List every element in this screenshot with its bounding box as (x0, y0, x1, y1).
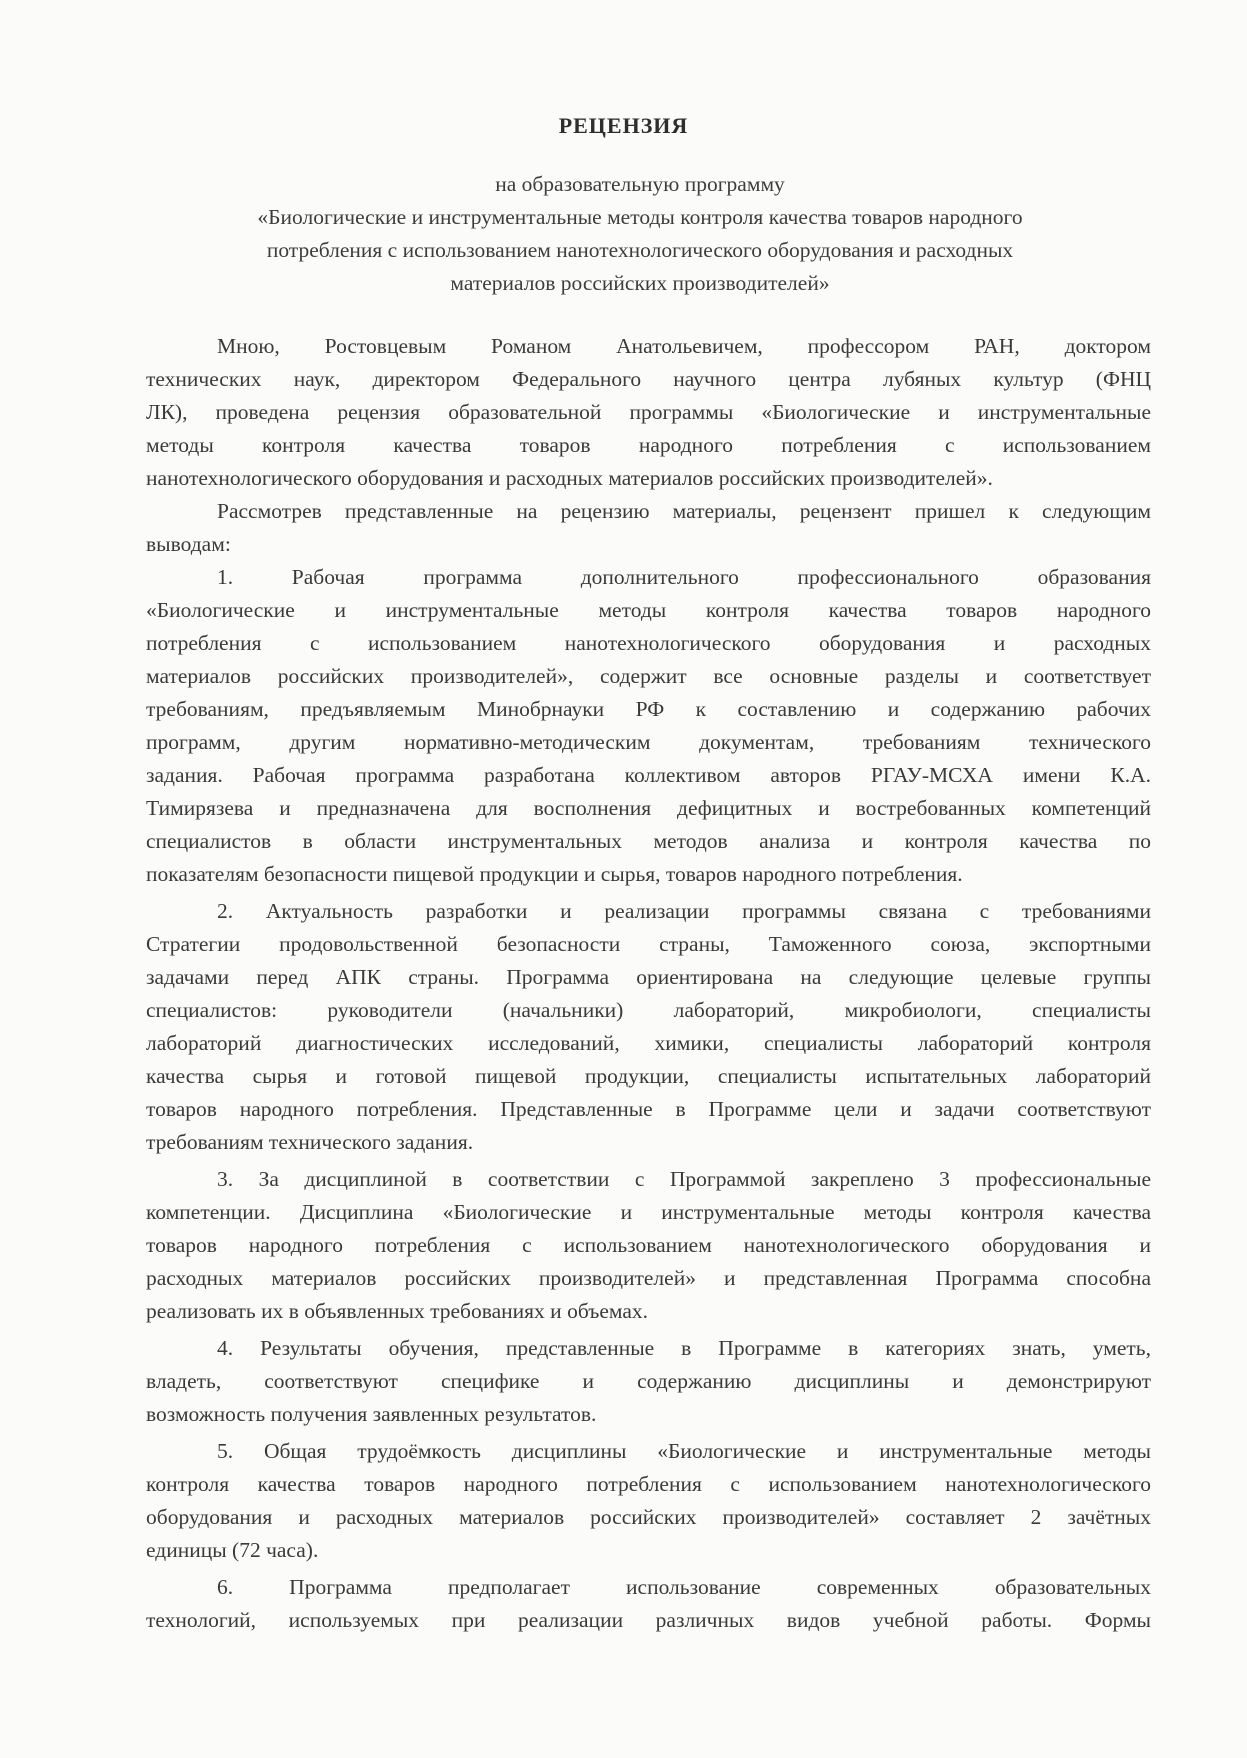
text-line: оборудования и расходных материалов российских производителей» составляет 2 зачётных (146, 1505, 1151, 1529)
document-subtitle (180, 168, 1100, 300)
text-line: Мною, Ростовцевым Романом Анатольевичем, профессором РАН, доктором (217, 334, 1151, 358)
document-body (146, 330, 1151, 1637)
text-line: технологий, используемых при реализации различных видов учебной работы. Формы (146, 1608, 1151, 1632)
text-line: 6. Программа предполагает использование современных образовательных (217, 1575, 1151, 1599)
text-line: выводам: (146, 532, 231, 556)
text-line: 4. Результаты обучения, представленные в Программе в категориях знать, уметь, (217, 1336, 1151, 1360)
text-line: Рассмотрев представленные на рецензию материалы, рецензент пришел к следующим (217, 499, 1151, 523)
subtitle-line: на образовательную программу (495, 172, 785, 196)
text-line: специалистов в области инструментальных методов анализа и контроля качества по (146, 829, 1151, 853)
text-line: «Биологические и инструментальные методы контроля качества товаров народного (146, 598, 1151, 622)
paragraph (146, 1435, 1151, 1567)
text-line: нанотехнологического оборудования и расходных материалов российских производителей». (146, 466, 993, 490)
text-line: единицы (72 часа). (146, 1538, 319, 1562)
text-line: Стратегии продовольственной безопасности страны, Таможенного союза, экспортными (146, 932, 1151, 956)
subtitle-line: материалов российских производителей» (450, 271, 830, 295)
text-line: ЛК), проведена рецензия образовательной программы «Биологические и инструментальные (146, 400, 1151, 424)
document-title: РЕЦЕНЗИЯ (558, 113, 689, 138)
text-line: технических наук, директором Федерального научного центра лубяных культур (ФНЦ (146, 367, 1151, 391)
subtitle-line: «Биологические и инструментальные методы контроля качества товаров народного (257, 205, 1023, 229)
text-line: реализовать их в объявленных требованиях и объемах. (146, 1299, 649, 1323)
text-line: задания. Рабочая программа разработана коллективом авторов РГАУ-МСХА имени К.А. (146, 763, 1151, 787)
paragraph (146, 495, 1151, 561)
text-line: товаров народного потребления с использованием нанотехнологического оборудования и (146, 1233, 1151, 1257)
text-line: 1. Рабочая программа дополнительного профессионального образования (217, 565, 1151, 589)
paragraph (146, 1163, 1151, 1328)
text-line: 3. За дисциплиной в соответствии с Программой закреплено 3 профессиональные (217, 1167, 1151, 1191)
subtitle-line: потребления с использованием нанотехнологического оборудования и расходных (266, 238, 1014, 262)
text-line: показателям безопасности пищевой продукции и сырья, товаров народного потребления. (146, 862, 963, 886)
text-line: 2. Актуальность разработки и реализации программы связана с требованиями (217, 899, 1151, 923)
paragraph (146, 1571, 1151, 1637)
text-line: расходных материалов российских производителей» и представленная Программа способна (146, 1266, 1151, 1290)
text-line: 5. Общая трудоёмкость дисциплины «Биологические и инструментальные методы (217, 1439, 1151, 1463)
paragraph (146, 1332, 1151, 1431)
text-line: качества сырья и готовой пищевой продукции, специалисты испытательных лабораторий (146, 1064, 1151, 1088)
text-line: лабораторий диагностических исследований, химики, специалисты лабораторий контроля (146, 1031, 1151, 1055)
text-line: задачами перед АПК страны. Программа ориентирована на следующие целевые группы (146, 965, 1151, 989)
text-line: специалистов: руководители (начальники) лабораторий, микробиологи, специалисты (146, 998, 1151, 1022)
paragraph (146, 895, 1151, 1159)
text-line: требованиям технического задания. (146, 1130, 474, 1154)
paragraph (146, 330, 1151, 495)
text-line: владеть, соответствуют специфике и содержанию дисциплины и демонстрируют (146, 1369, 1151, 1393)
text-line: товаров народного потребления. Представленные в Программе цели и задачи соответствуют (146, 1097, 1151, 1121)
text-line: возможность получения заявленных результатов. (146, 1402, 597, 1426)
text-line: методы контроля качества товаров народного потребления с использованием (146, 433, 1151, 457)
text-line: материалов российских производителей», содержит все основные разделы и соответствует (146, 664, 1151, 688)
text-line: потребления с использованием нанотехнологического оборудования и расходных (146, 631, 1151, 655)
paragraph (146, 561, 1151, 891)
text-line: контроля качества товаров народного потребления с использованием нанотехнологического (146, 1472, 1151, 1496)
text-line: требованиям, предъявляемым Минобрнауки РФ к составлению и содержанию рабочих (146, 697, 1151, 721)
text-line: компетенции. Дисциплина «Биологические и инструментальные методы контроля качества (146, 1200, 1151, 1224)
text-line: Тимирязева и предназначена для восполнения дефицитных и востребованных компетенций (146, 796, 1151, 820)
text-line: программ, другим нормативно-методическим документам, требованиям технического (146, 730, 1151, 754)
